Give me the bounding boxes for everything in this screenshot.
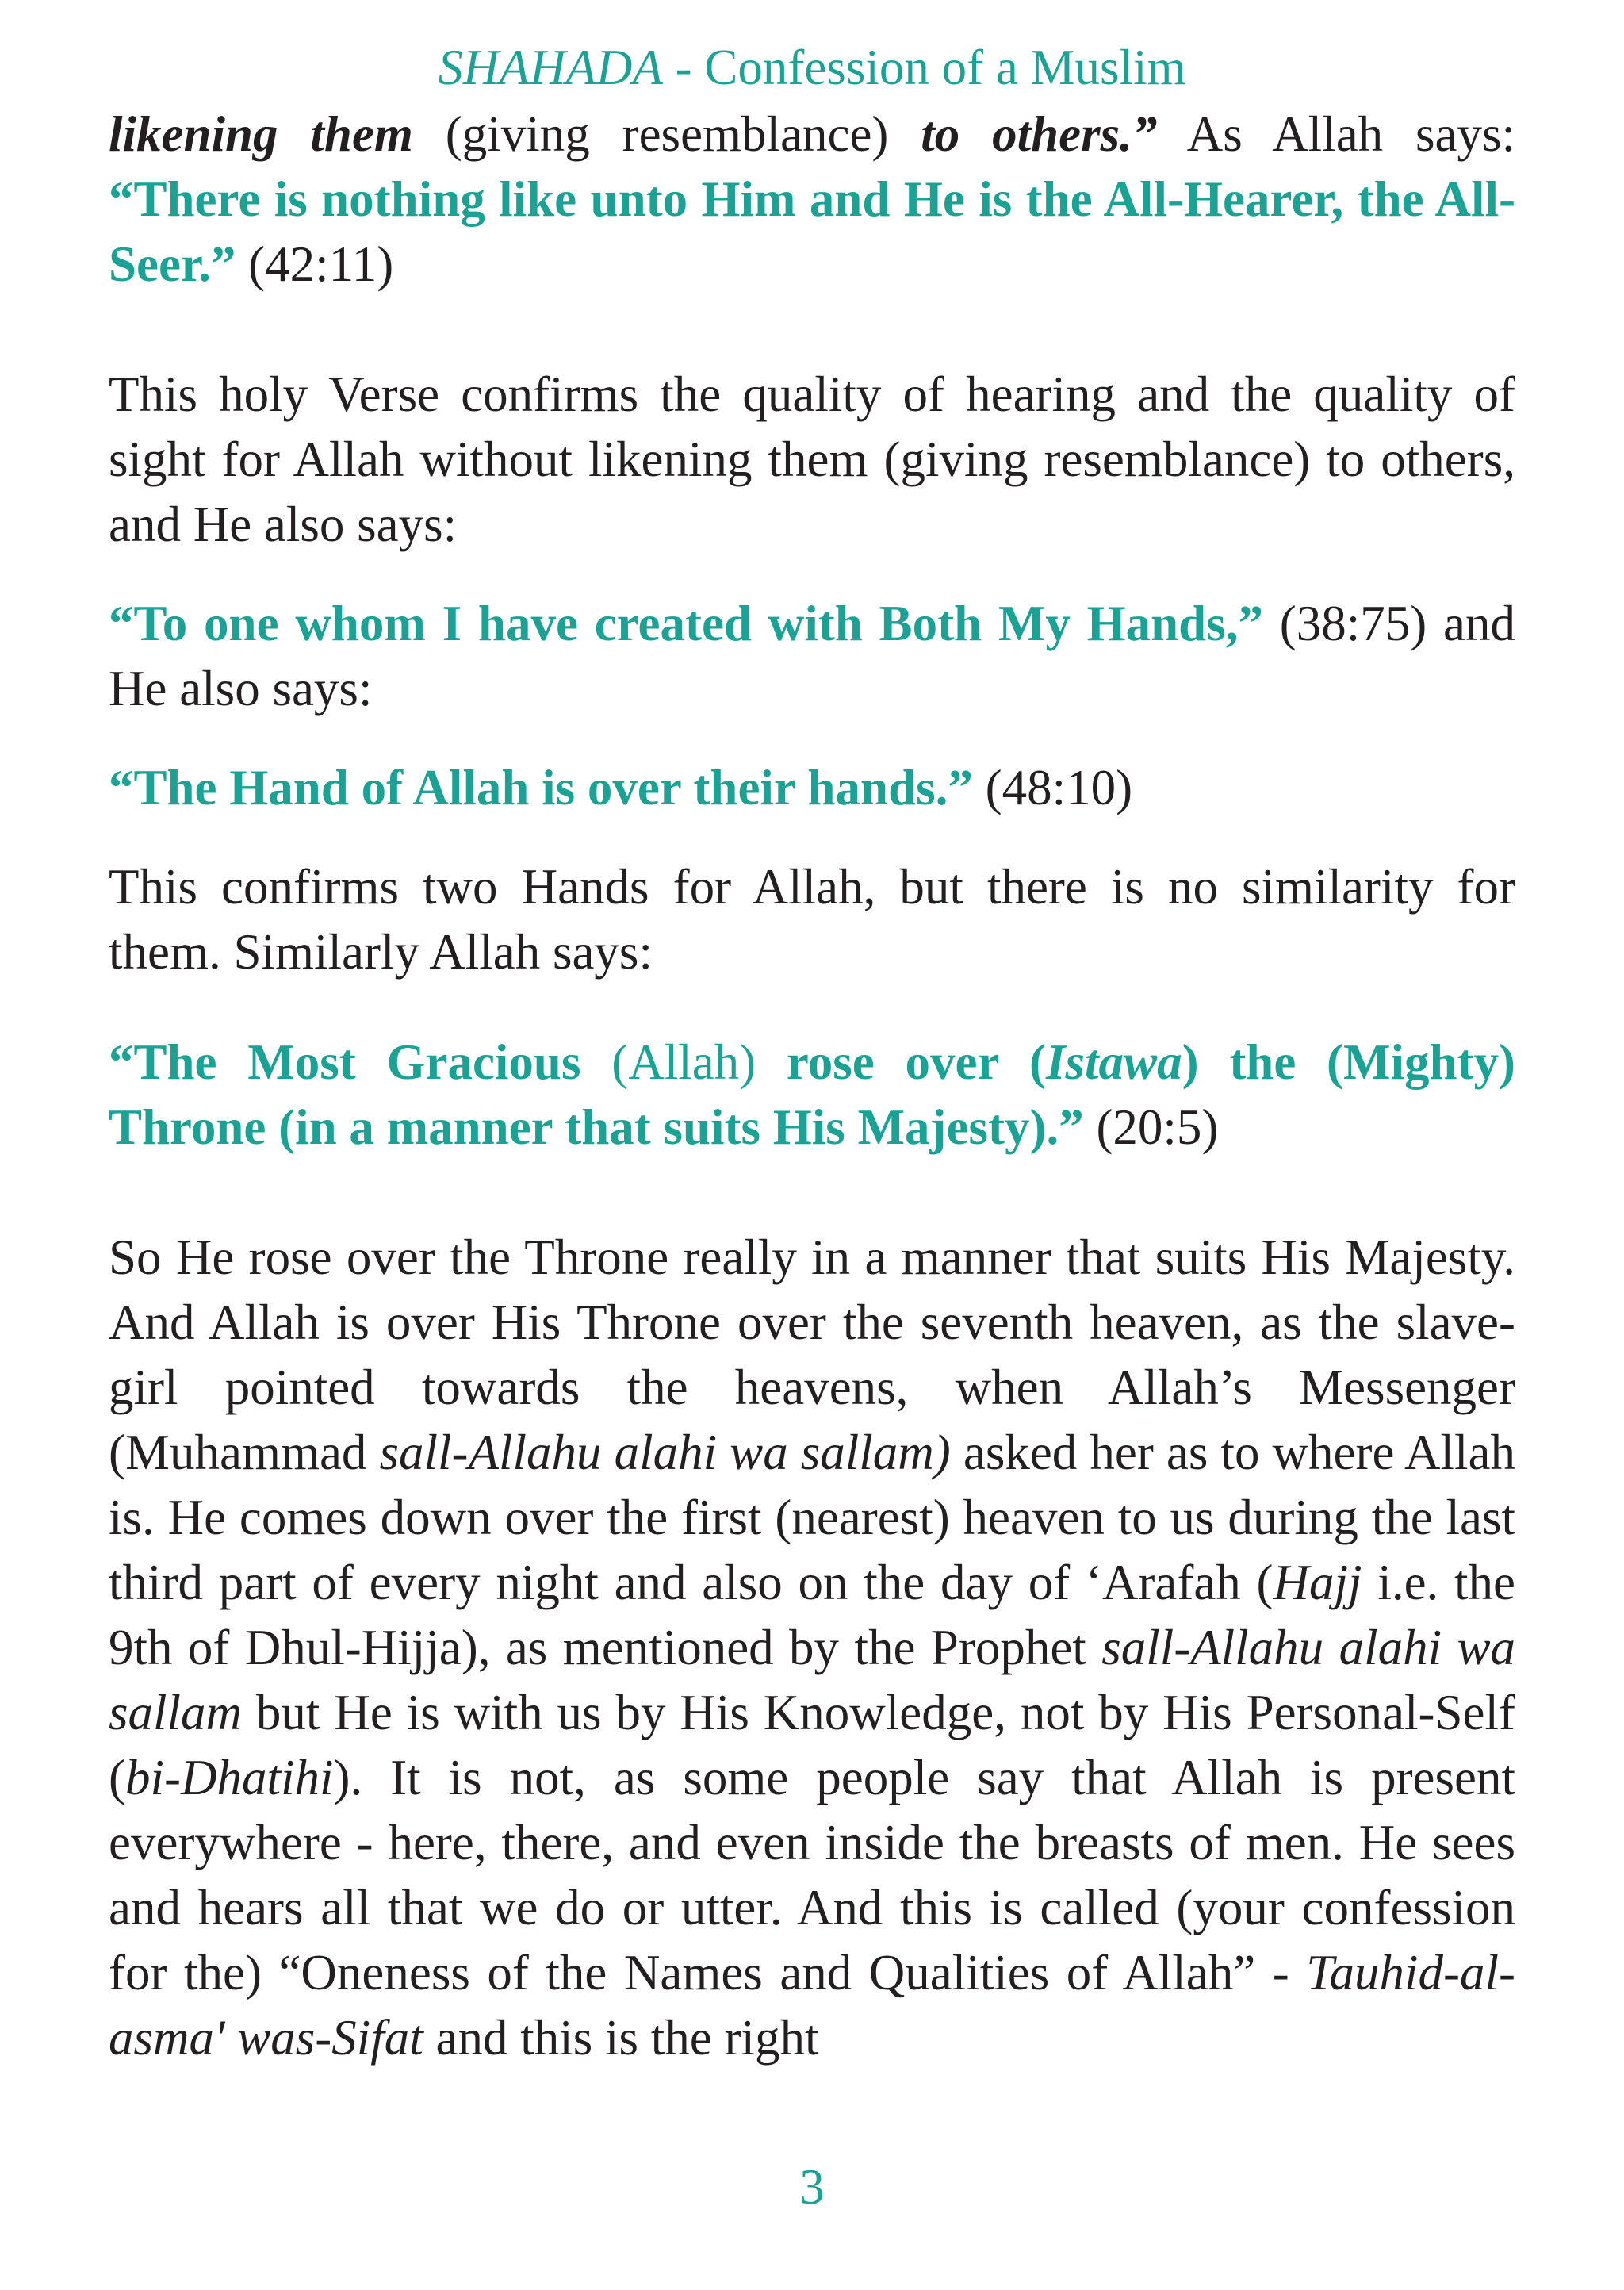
p7-text-6: and this is the right	[423, 2010, 819, 2066]
p7-text-2: asked her as to where Allah is. He comes down over the first (nearest) heaven to us during the last third part of every night and also on the day of ‘Arafah (	[109, 1425, 1515, 1610]
p6-quran-quote-3: ) the (Mighty) Throne (in a manner that suits His Majesty).”	[109, 1034, 1515, 1155]
paragraph-1	[109, 102, 1515, 297]
p7-text-3: i.e. the 9th of Dhul-Hijja), as mentioned by the Prophet	[109, 1555, 1515, 1675]
p1-quran-quote: “There is nothing like unto Him and He is the All-Hearer, the All-Seer.”	[109, 171, 1515, 292]
p1-text-2: As Allah says:	[1157, 106, 1516, 162]
p3-quran-quote: “To one whom I have created with Both My Hands,”	[109, 596, 1263, 651]
p1-emphasis-1: likening them	[109, 106, 413, 162]
paragraph-3	[109, 591, 1515, 721]
paragraph-7	[109, 1225, 1515, 2070]
running-header	[109, 0, 1515, 97]
p7-text-1: So He rose over the Throne really in a manner that suits His Majesty. And Allah is over His Throne over the seventh heaven, as the slave-girl pointed towards the heavens, when Allah’s Messenger (Muhammad	[109, 1229, 1515, 1480]
paragraph-6	[109, 1030, 1515, 1160]
paragraph-5: This confirms two Hands for Allah, but there is no similarity for them. Similarly Allah says:	[109, 859, 1515, 980]
p3-reference: (38:75) and He also says:	[109, 596, 1515, 716]
p6-reference: (20:5)	[1083, 1099, 1219, 1155]
p7-term-hajj: Hajj	[1273, 1555, 1362, 1610]
header-title-italic: SHAHADA	[438, 40, 663, 95]
p6-quran-quote-1: “The Most Gracious	[109, 1034, 581, 1090]
paragraph-4	[109, 755, 1515, 820]
p7-text-5: ). It is not, as some people say that Allah is present everywhere - here, there, and even inside the breasts of men. He sees and hears all that we do or utter. And this is called (your confession for the) “Oneness of the Names and Qualities of Allah” -	[109, 1750, 1515, 2000]
p7-text-4: but He is with us by His Knowledge, not by His Personal-Self (	[109, 1685, 1515, 1805]
p4-reference: (48:10)	[972, 760, 1133, 815]
p7-salutation-1: sall-Allahu alahi wa sallam)	[379, 1425, 951, 1480]
p7-term-tauhid: Tauhid-al-asma' was-Sifat	[109, 1945, 1515, 2066]
p7-term-bi-dhatihi: bi-Dhatihi	[124, 1750, 334, 1805]
paragraph-2: This holy Verse confirms the quality of hearing and the quality of sight for Allah without likening them (giving resemblance) to others, and He also says:	[109, 366, 1515, 552]
p1-text-1: (giving resemblance)	[412, 106, 921, 162]
header-title-rest: - Confession of a Muslim	[662, 40, 1186, 95]
p6-quran-term: Istawa	[1046, 1034, 1182, 1090]
p1-reference: (42:11)	[236, 236, 394, 292]
page-number: 3	[799, 2159, 825, 2215]
p4-quran-quote: “The Hand of Allah is over their hands.”	[109, 760, 973, 815]
p6-quran-quote-2: rose over (	[786, 1034, 1047, 1090]
p7-salutation-2: sall-Allahu alahi wa sallam	[109, 1620, 1515, 1740]
p1-emphasis-2: to others.”	[921, 106, 1158, 162]
p6-quran-parenthetical: (Allah)	[580, 1034, 787, 1090]
